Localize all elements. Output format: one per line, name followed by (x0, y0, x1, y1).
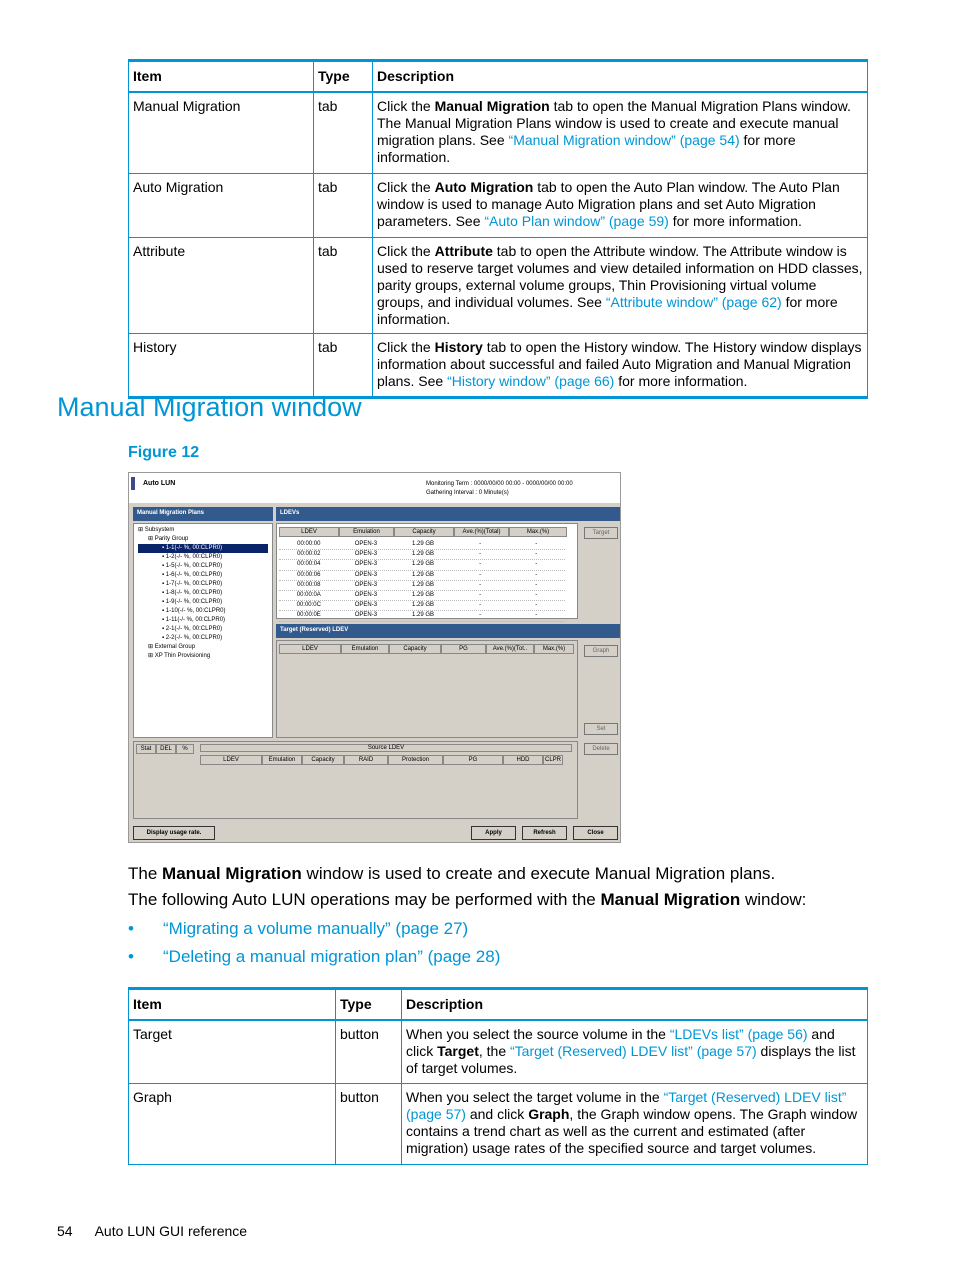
page-footer (57, 1223, 247, 1239)
tabs-table (128, 59, 868, 399)
ldev-cell: 00:00:0A (296, 592, 321, 599)
tree-node[interactable]: ▪ 1-6(-/- %, 00:CLPR0) (162, 572, 223, 578)
migration-plan-list[interactable] (133, 741, 578, 819)
ldev-cell: 00:00:02 (297, 551, 321, 558)
tree-node[interactable]: ▪ 2-2(-/- %, 00:CLPR0) (162, 635, 223, 641)
column-header[interactable]: LDEV (279, 644, 341, 654)
ldev-cell: 1.29 GB (411, 612, 434, 619)
column-header[interactable]: Ave.(%)(Tot.. (486, 644, 534, 654)
col-item-header: Item (129, 61, 314, 93)
table-row (129, 333, 868, 397)
column-header[interactable]: Stat (136, 744, 156, 754)
column-header[interactable]: Capacity (389, 644, 441, 654)
description-cell: Click the Attribute tab to open the Attribute window. The Attribute window is used to reserve target volumes and view detailed information on HDD classes, parity groups, external volume groups, Thin Provisioning virtual volume groups, and individual volumes. See “Attribute window” (page 62) for more information. (373, 237, 868, 333)
target-button[interactable]: Target (584, 527, 618, 539)
ldev-cell: - (535, 551, 538, 558)
ldev-cell: 1.29 GB (411, 581, 434, 588)
ldev-cell: OPEN-3 (354, 541, 378, 547)
tree-node[interactable]: ▪ 1-9(-/- %, 00:CLPR0) (162, 599, 223, 605)
app-logo-bar (131, 477, 135, 490)
ldev-cell: - (479, 602, 482, 609)
table-row (129, 173, 868, 237)
description-cell: Click the Auto Migration tab to open the Auto Plan window. The Auto Plan window is used to manage Auto Migration plans and set Auto Migration parameters. See “Auto Plan window” (page 59) for more information. (373, 173, 868, 237)
display-usage-rate-button[interactable]: Display usage rate. (133, 826, 215, 840)
tree-node[interactable]: ▪ 1-2(-/- %, 00:CLPR0) (162, 554, 223, 560)
description-cell: When you select the source volume in the “LDEVs list” (page 56) and click Target, the “Target (Reserved) LDEV list” (page 57) displays the list of target volumes. (402, 1020, 868, 1083)
type-cell: button (336, 1020, 402, 1083)
cross-reference-link[interactable]: “Target (Reserved) LDEV list” (page 57) (406, 1088, 847, 1122)
ldev-cell: - (535, 602, 538, 609)
app-title: Auto LUN (143, 480, 176, 487)
ldev-cell: - (479, 541, 482, 547)
app-header (129, 473, 621, 503)
column-header[interactable]: CLPR (544, 757, 561, 763)
ldev-row[interactable] (279, 581, 565, 591)
intro-paragraph: The Manual Migration window is used to create and execute Manual Migration plans. (128, 864, 776, 883)
ldevs-list[interactable] (276, 523, 578, 619)
column-header[interactable]: PG (443, 755, 503, 765)
ldevs-panel-title: LDEVs (276, 507, 621, 521)
type-cell: tab (314, 92, 373, 173)
ldev-cell: - (535, 592, 538, 599)
column-header[interactable]: RAID (344, 755, 388, 765)
column-header[interactable]: Emulation (341, 644, 389, 654)
column-header[interactable]: Emulation (262, 755, 302, 765)
ldev-cell: 00:00:00 (297, 541, 321, 547)
ldev-cell: OPEN-3 (354, 571, 378, 578)
ldev-row[interactable] (279, 560, 565, 570)
cross-reference-link[interactable]: “Attribute window” (page 62) (605, 293, 782, 310)
item-cell: Auto Migration (129, 173, 314, 237)
tree-node[interactable]: ▪ 1-5(-/- %, 00:CLPR0) (162, 563, 223, 569)
cross-reference-link[interactable]: “History window” (page 66) (447, 372, 615, 389)
buttons-table (128, 987, 868, 1165)
target-header-row (279, 644, 574, 654)
col-type-header: Type (336, 989, 402, 1021)
column-header[interactable]: Max.(%) (534, 644, 574, 654)
page-number: 54 (57, 1223, 73, 1239)
ldev-cell: OPEN-3 (354, 551, 378, 558)
col-type-header: Type (314, 61, 373, 93)
ldev-cell: OPEN-3 (354, 561, 378, 568)
column-header[interactable]: DEL (156, 744, 176, 754)
item-cell: Graph (129, 1083, 336, 1164)
graph-button[interactable]: Graph (584, 645, 618, 657)
column-header[interactable]: Capacity (302, 755, 344, 765)
item-cell: Target (129, 1020, 336, 1083)
monitoring-info: Monitoring Term : 0000/00/00 00:00 - 0000/00/00 00:00 Gathering Interval : 0 Minute(s) (426, 481, 573, 496)
ldev-row[interactable] (279, 571, 565, 581)
tree-node[interactable]: ▪ 1-10(-/- %, 00:CLPR0) (162, 608, 226, 614)
target-panel-title: Target (Reserved) LDEV (276, 624, 621, 638)
ldev-cell: OPEN-3 (354, 581, 378, 588)
ldev-row[interactable] (279, 550, 565, 560)
figure-label: Figure 12 (128, 444, 200, 461)
footer-title: Auto LUN GUI reference (94, 1223, 248, 1239)
ldev-cell: - (479, 551, 482, 558)
description-cell: Click the Manual Migration tab to open the Manual Migration Plans window. The Manual Migration Plans window is used to create and execute manual migration plans. See “Manual Migration window” (page 54) for more information. (373, 92, 868, 173)
list-item[interactable]: • “Migrating a volume manually” (page 27) (128, 919, 469, 938)
ldev-cell: 00:00:06 (297, 571, 321, 578)
item-cell: History (129, 333, 314, 397)
ldev-cell: 00:00:0E (296, 612, 321, 619)
type-cell: tab (314, 237, 373, 333)
ldev-cell: 1.29 GB (411, 571, 434, 578)
tree-list[interactable] (134, 524, 272, 663)
ldev-cell: - (479, 612, 482, 619)
ldev-row[interactable] (279, 601, 565, 611)
ldev-cell: 00:00:04 (297, 561, 321, 568)
ldevs-header-row (279, 527, 567, 537)
type-cell: button (336, 1083, 402, 1164)
ldev-row[interactable] (279, 591, 565, 601)
item-cell: Manual Migration (129, 92, 314, 173)
column-header[interactable]: Max.(%) (509, 527, 567, 537)
ldev-cell: 1.29 GB (411, 541, 434, 547)
ldev-cell: - (479, 561, 482, 568)
type-cell: tab (314, 333, 373, 397)
apply-button[interactable]: Apply (471, 826, 516, 840)
set-button[interactable]: Set (584, 723, 618, 735)
cross-reference-link[interactable]: “LDEVs list” (page 56) (669, 1026, 808, 1042)
column-header[interactable]: LDEV (200, 755, 262, 765)
ldev-cell: 1.29 GB (411, 592, 434, 599)
tree-node[interactable]: ▪ 1-8(-/- %, 00:CLPR0) (162, 590, 223, 596)
column-header[interactable]: % (176, 744, 194, 754)
column-header[interactable]: Ave.(%)(Total) (454, 527, 509, 537)
column-header[interactable]: Emulation (339, 527, 394, 537)
plan-left-header (136, 744, 194, 754)
tree-node[interactable]: ▪ 1-7(-/- %, 00:CLPR0) (162, 581, 223, 587)
ldev-cell: OPEN-3 (354, 592, 378, 599)
ldev-cell: - (535, 581, 538, 588)
refresh-button[interactable]: Refresh (522, 826, 567, 840)
tree-node[interactable]: ⊞ External Group (148, 644, 196, 650)
col-description-header: Description (402, 989, 868, 1021)
table-row (129, 1083, 868, 1164)
delete-button[interactable]: Delete (584, 743, 618, 755)
cross-reference-link[interactable]: “Manual Migration window” (page 54) (508, 132, 740, 148)
description-cell: Click the History tab to open the History window. The History window displays information about successful and failed Auto Migration and Manual Migration plans. See “History window” (page 66) for more information. (373, 333, 868, 397)
ldev-cell: OPEN-3 (354, 612, 378, 619)
col-item-header: Item (129, 989, 336, 1021)
item-cell: Attribute (129, 237, 314, 333)
ldev-cell: 1.29 GB (411, 602, 434, 609)
ldev-row[interactable] (279, 540, 565, 550)
ldev-cell: OPEN-3 (354, 602, 378, 609)
ldevs-rows[interactable] (279, 540, 565, 622)
column-header[interactable]: PG (441, 644, 486, 654)
ldev-cell: - (479, 581, 482, 588)
ldev-row[interactable] (279, 611, 565, 621)
operations-paragraph: The following Auto LUN operations may be performed with the Manual Migration window: (128, 890, 807, 909)
ldev-cell: 00:00:0C (296, 602, 321, 609)
tree-node[interactable]: ⊞ XP Thin Provisioning (148, 653, 211, 659)
ldev-cell: 1.29 GB (411, 551, 434, 558)
plans-tree[interactable] (133, 523, 273, 738)
tree-node[interactable]: ⊞ Subsystem (138, 527, 175, 533)
tree-node[interactable]: ▪ 2-1(-/- %, 00:CLPR0) (162, 626, 223, 632)
cross-reference-link[interactable]: “Auto Plan window” (page 59) (484, 212, 669, 229)
type-cell: tab (314, 173, 373, 237)
ldev-cell: 00:00:08 (297, 581, 321, 588)
ldev-cell: - (535, 612, 538, 619)
ldev-cell: - (535, 541, 538, 547)
plans-panel-title: Manual Migration Plans (133, 507, 273, 521)
ldev-cell: - (535, 571, 538, 578)
ldev-cell: 1.29 GB (411, 561, 434, 568)
column-header[interactable]: Capacity (394, 527, 454, 537)
source-ldev-header: Source LDEV (200, 744, 572, 752)
close-button[interactable]: Close (573, 826, 618, 840)
ldev-cell: - (479, 571, 482, 578)
tree-node[interactable]: ⊞ Parity Group (148, 536, 189, 542)
manual-migration-screenshot (128, 472, 621, 843)
table-row (129, 92, 868, 173)
col-description-header: Description (373, 61, 868, 93)
ldev-cell: - (535, 561, 538, 568)
description-cell: When you select the target volume in the “Target (Reserved) LDEV list” (page 57) and click Graph, the Graph window opens. The Graph window contains a trend chart as well as the current and estimated (after migration) usage rates of the specified source and target volumes. (402, 1083, 868, 1164)
tree-node[interactable]: ▪ 1-11(-/- %, 00:CLPR0) (162, 617, 226, 623)
plan-header-row (200, 755, 563, 765)
cross-reference-link[interactable]: “Target (Reserved) LDEV list” (page 57) (510, 1043, 757, 1059)
column-header[interactable]: Protection (388, 755, 443, 765)
table-row (129, 1020, 868, 1083)
section-heading: Manual Migration window (57, 392, 362, 422)
column-header[interactable]: LDEV (279, 527, 339, 537)
tree-node[interactable]: ▪ 1-1(-/- %, 00:CLPR0) (138, 544, 268, 553)
target-ldev-list[interactable] (276, 640, 578, 738)
list-item[interactable]: • “Deleting a manual migration plan” (page 28) (128, 947, 501, 966)
column-header[interactable]: HDD (503, 755, 543, 765)
ldev-cell: - (479, 592, 482, 599)
table-row (129, 237, 868, 333)
